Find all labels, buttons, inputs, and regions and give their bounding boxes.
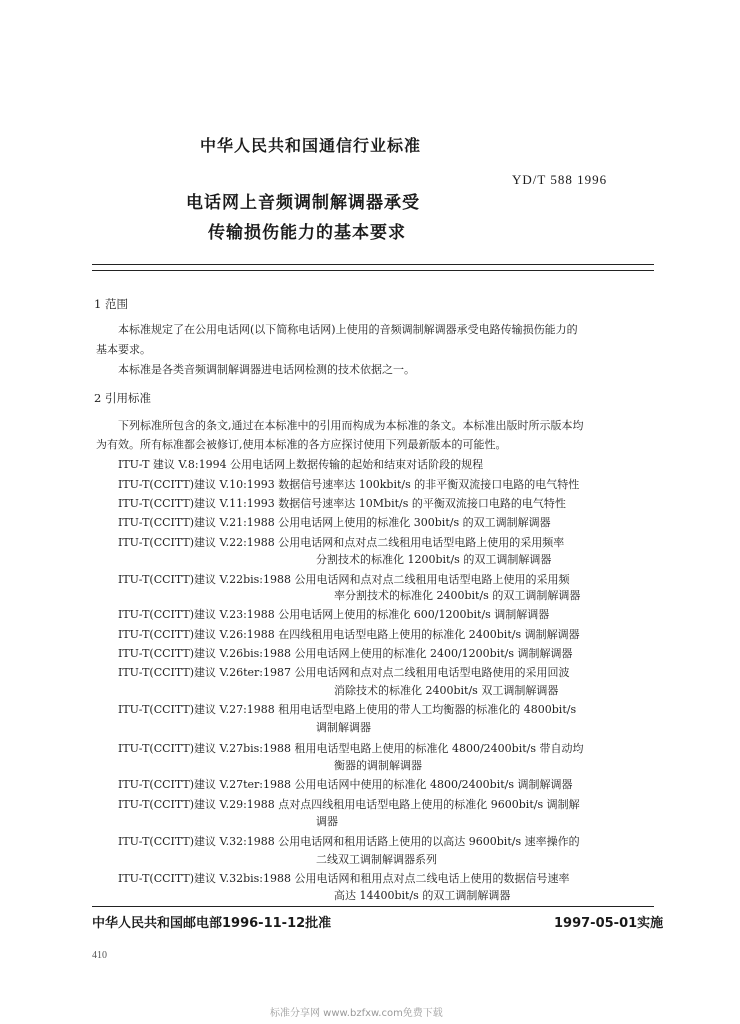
reference-item: ITU-T(CCITT)建议 V.22:1988 公用电话网和点对点二线租用电话型电路上使用的采用频率 [118, 536, 565, 549]
reference-item: ITU-T(CCITT)建议 V.32bis:1988 公用电话网和租用点对点二线电话上使用的数据信号速率 [118, 872, 570, 885]
reference-item: ITU-T(CCITT)建议 V.27:1988 租用电话型电路上使用的带人工均衡器的标准化的 4800bit/s [118, 703, 577, 716]
section1-para1-line2: 基本要求。 [96, 343, 151, 356]
reference-item-continuation: 分割技术的标准化 1200bit/s 的双工调制解调器 [316, 553, 552, 566]
reference-item: ITU-T(CCITT)建议 V.27bis:1988 租用电话型电路上使用的标准化 4800/2400bit/s 带自动均 [118, 742, 584, 755]
reference-item: ITU-T 建议 V.8:1994 公用电话网上数据传输的起始和结束对话阶段的规程 [118, 458, 484, 471]
section1-para2: 本标准是各类音频调制解调器进电话网检测的技术依据之一。 [118, 363, 415, 376]
reference-item: ITU-T(CCITT)建议 V.26bis:1988 公用电话网上使用的标准化 2400/1200bit/s 调制解调器 [118, 647, 573, 660]
org-title: 中华人民共和国通信行业标准 [200, 136, 422, 155]
reference-item-continuation: 调制解调器 [316, 721, 371, 734]
section2-heading: 2 引用标准 [94, 391, 151, 405]
reference-item: ITU-T(CCITT)建议 V.21:1988 公用电话网上使用的标准化 300bit/s 的双工调制解调器 [118, 516, 551, 529]
footer-divider [92, 906, 654, 907]
doc-title-line2: 传输损伤能力的基本要求 [208, 223, 406, 243]
reference-item: ITU-T(CCITT)建议 V.23:1988 公用电话网上使用的标准化 600/1200bit/s 调制解调器 [118, 608, 550, 621]
section1-para1-line1: 本标准规定了在公用电话网(以下简称电话网)上使用的音频调制解调器承受电路传输损伤能力的 [118, 323, 578, 336]
title-divider-top [92, 264, 654, 265]
page-number: 410 [92, 950, 107, 961]
section2-intro-line2: 为有效。所有标准都会被修订,使用本标准的各方应探讨使用下列最新版本的可能性。 [96, 438, 507, 451]
reference-item: ITU-T(CCITT)建议 V.22bis:1988 公用电话网和点对点二线租用电话型电路上使用的采用频 [118, 573, 570, 586]
standard-code: YD/T 588 1996 [512, 172, 608, 187]
reference-item: ITU-T(CCITT)建议 V.27ter:1988 公用电话网中使用的标准化 4800/2400bit/s 调制解调器 [118, 778, 573, 791]
doc-title-line1: 电话网上音频调制解调器承受 [186, 193, 420, 213]
reference-item: ITU-T(CCITT)建议 V.32:1988 公用电话网和租用话路上使用的以高达 9600bit/s 速率操作的 [118, 835, 580, 848]
reference-item: ITU-T(CCITT)建议 V.11:1993 数据信号速率达 10Mbit/s 的平衡双流接口电路的电气特性 [118, 497, 566, 510]
reference-item-continuation: 高达 14400bit/s 的双工调制解调器 [334, 889, 511, 902]
reference-item: ITU-T(CCITT)建议 V.10:1993 数据信号速率达 100kbit/s 的非平衡双流接口电路的电气特性 [118, 478, 580, 491]
approval-note: 中华人民共和国邮电部1996-11-12批准 [92, 916, 332, 931]
reference-item: ITU-T(CCITT)建议 V.29:1988 点对点四线租用电话型电路上使用的标准化 9600bit/s 调制解 [118, 798, 580, 811]
reference-item-continuation: 衡器的调制解调器 [334, 759, 422, 772]
reference-item: ITU-T(CCITT)建议 V.26:1988 在四线租用电话型电路上使用的标准化 2400bit/s 调制解调器 [118, 628, 580, 641]
section1-heading: 1 范围 [94, 297, 128, 311]
section2-intro-line1: 下列标准所包含的条文,通过在本标准中的引用而构成为本标准的条文。本标准出版时所示版本均 [118, 419, 584, 432]
reference-item-continuation: 二线双工调制解调器系列 [316, 853, 437, 866]
reference-item-continuation: 消除技术的标准化 2400bit/s 双工调制解调器 [334, 684, 559, 697]
implementation-date: 1997-05-01实施 [554, 916, 664, 931]
reference-item-continuation: 调器 [316, 815, 338, 828]
title-divider-bottom [92, 270, 654, 271]
watermark: 标准分享网 www.bzfxw.com免费下载 [270, 1008, 443, 1019]
reference-item-continuation: 率分割技术的标准化 2400bit/s 的双工调制解调器 [334, 589, 581, 602]
reference-item: ITU-T(CCITT)建议 V.26ter:1987 公用电话网和点对点二线租用电话型电路使用的采用回波 [118, 666, 570, 679]
